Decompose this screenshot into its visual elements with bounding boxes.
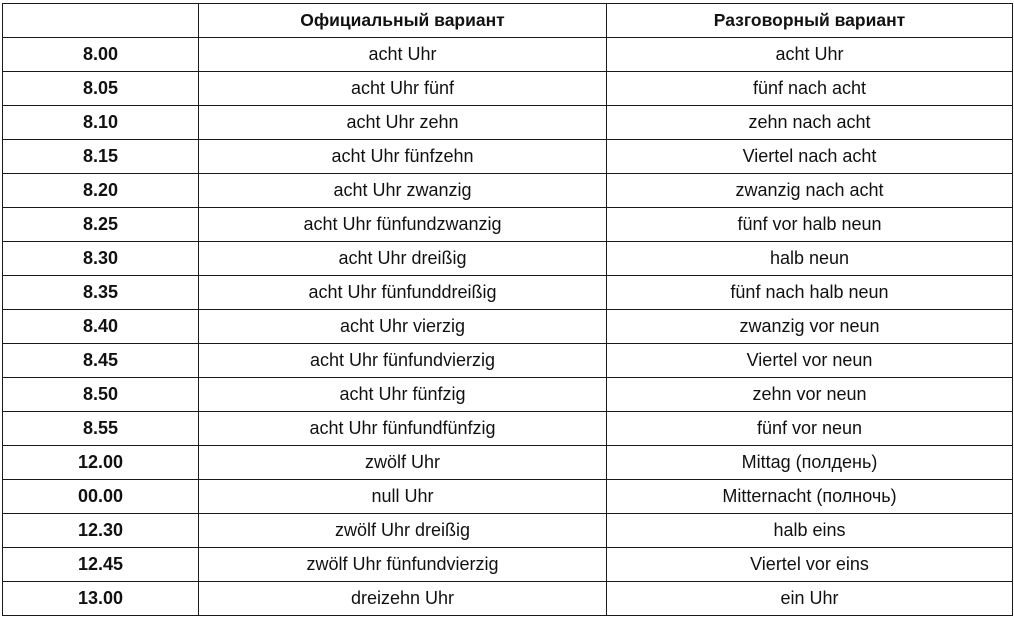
colloquial-variant-cell: acht Uhr — [607, 38, 1013, 72]
official-variant-cell: acht Uhr — [199, 38, 607, 72]
time-expressions-table — [2, 3, 1013, 616]
colloquial-variant-cell: fünf vor halb neun — [607, 208, 1013, 242]
table-body — [3, 38, 1013, 616]
colloquial-variant-cell: Viertel vor eins — [607, 548, 1013, 582]
official-variant-cell: acht Uhr fünf — [199, 72, 607, 106]
time-cell: 8.35 — [3, 276, 199, 310]
official-variant-cell: acht Uhr vierzig — [199, 310, 607, 344]
table-row — [3, 582, 1013, 616]
time-cell: 8.10 — [3, 106, 199, 140]
table-row — [3, 480, 1013, 514]
official-variant-cell: zwölf Uhr dreißig — [199, 514, 607, 548]
official-variant-cell: acht Uhr fünfundvierzig — [199, 344, 607, 378]
official-variant-cell: null Uhr — [199, 480, 607, 514]
colloquial-variant-cell: zehn nach acht — [607, 106, 1013, 140]
colloquial-variant-cell: zwanzig nach acht — [607, 174, 1013, 208]
table-row — [3, 446, 1013, 480]
table-row — [3, 548, 1013, 582]
header-row — [3, 4, 1013, 38]
colloquial-variant-cell: ein Uhr — [607, 582, 1013, 616]
colloquial-variant-cell: fünf nach halb neun — [607, 276, 1013, 310]
table-row — [3, 140, 1013, 174]
colloquial-variant-cell: Mittag (полдень) — [607, 446, 1013, 480]
time-cell: 8.45 — [3, 344, 199, 378]
official-variant-cell: acht Uhr zehn — [199, 106, 607, 140]
table-row — [3, 72, 1013, 106]
header-time — [3, 4, 199, 38]
time-cell: 8.50 — [3, 378, 199, 412]
table-row — [3, 310, 1013, 344]
colloquial-variant-cell: Mitternacht (полночь) — [607, 480, 1013, 514]
time-cell: 8.55 — [3, 412, 199, 446]
colloquial-variant-cell: fünf nach acht — [607, 72, 1013, 106]
colloquial-variant-cell: halb eins — [607, 514, 1013, 548]
time-cell: 8.30 — [3, 242, 199, 276]
table-row — [3, 276, 1013, 310]
official-variant-cell: acht Uhr fünfzig — [199, 378, 607, 412]
table-row — [3, 242, 1013, 276]
table-row — [3, 208, 1013, 242]
time-cell: 8.00 — [3, 38, 199, 72]
time-cell: 8.05 — [3, 72, 199, 106]
official-variant-cell: zwölf Uhr fünfundvierzig — [199, 548, 607, 582]
time-cell: 00.00 — [3, 480, 199, 514]
time-cell: 8.15 — [3, 140, 199, 174]
colloquial-variant-cell: Viertel nach acht — [607, 140, 1013, 174]
table-row — [3, 378, 1013, 412]
time-cell: 12.45 — [3, 548, 199, 582]
table-row — [3, 38, 1013, 72]
time-cell: 8.40 — [3, 310, 199, 344]
table-row — [3, 344, 1013, 378]
official-variant-cell: dreizehn Uhr — [199, 582, 607, 616]
time-cell: 8.25 — [3, 208, 199, 242]
official-variant-cell: acht Uhr fünfunddreißig — [199, 276, 607, 310]
colloquial-variant-cell: halb neun — [607, 242, 1013, 276]
table-row — [3, 174, 1013, 208]
colloquial-variant-cell: fünf vor neun — [607, 412, 1013, 446]
official-variant-cell: acht Uhr dreißig — [199, 242, 607, 276]
colloquial-variant-cell: Viertel vor neun — [607, 344, 1013, 378]
table-row — [3, 106, 1013, 140]
time-cell: 13.00 — [3, 582, 199, 616]
time-cell: 8.20 — [3, 174, 199, 208]
header-official: Официальный вариант — [199, 4, 607, 38]
official-variant-cell: acht Uhr fünfundzwanzig — [199, 208, 607, 242]
official-variant-cell: acht Uhr zwanzig — [199, 174, 607, 208]
table-row — [3, 514, 1013, 548]
table-row — [3, 412, 1013, 446]
official-variant-cell: acht Uhr fünfundfünfzig — [199, 412, 607, 446]
official-variant-cell: zwölf Uhr — [199, 446, 607, 480]
colloquial-variant-cell: zehn vor neun — [607, 378, 1013, 412]
official-variant-cell: acht Uhr fünfzehn — [199, 140, 607, 174]
header-colloquial: Разговорный вариант — [607, 4, 1013, 38]
time-cell: 12.30 — [3, 514, 199, 548]
time-cell: 12.00 — [3, 446, 199, 480]
colloquial-variant-cell: zwanzig vor neun — [607, 310, 1013, 344]
